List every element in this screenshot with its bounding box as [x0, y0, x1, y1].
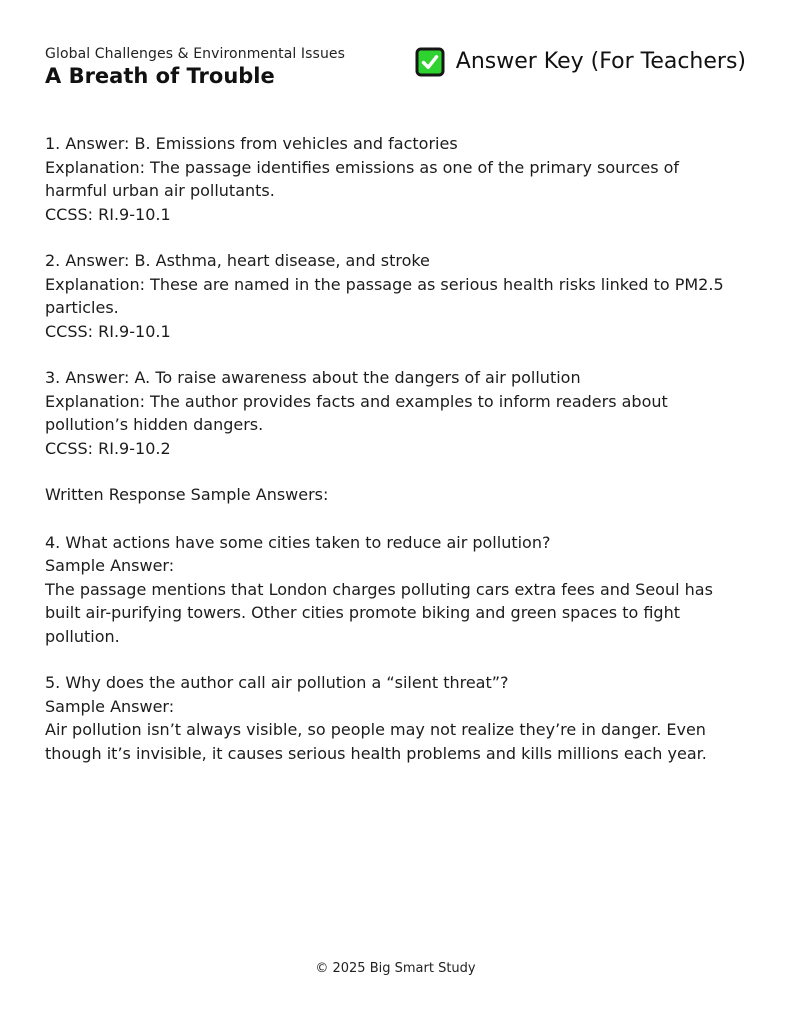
explanation-line: Explanation: These are named in the passage as serious health risks linked to PM2.5 particles.: [45, 274, 724, 317]
question-line: 4. What actions have some cities taken to reduce air pollution?: [45, 532, 551, 552]
header-titles: [45, 46, 345, 89]
ccss-line: CCSS: RI.9-10.1: [45, 321, 171, 341]
question-line: 5. Why does the author call air pollution a “silent threat”?: [45, 673, 509, 692]
explanation-line: Explanation: The passage identifies emissions as one of the primary sources of harmful urban air pollutants.: [45, 157, 680, 200]
header: [45, 46, 746, 89]
answer-line: 2. Answer: B. Asthma, heart disease, and stroke: [45, 251, 430, 270]
written-response-heading: Written Response Sample Answers:: [45, 485, 329, 504]
check-icon-box: [417, 49, 443, 75]
footer: [0, 961, 791, 977]
page-title: A Breath of Trouble: [45, 64, 275, 88]
answers-body: [45, 132, 746, 765]
ccss-line: CCSS: RI.9-10.1: [45, 204, 171, 224]
mc-answer-block-2: [45, 249, 746, 343]
copyright-text: © 2025 Big Smart Study: [315, 961, 476, 976]
sample-answer-label: Sample Answer:: [45, 696, 175, 716]
answer-line: 3. Answer: A. To raise awareness about the dangers of air pollution: [45, 368, 581, 387]
sample-answer-text: Air pollution isn’t always visible, so people may not realize they’re in danger. Even though it’s invisible, it causes serious health problems and kills millions each year.: [45, 720, 707, 763]
mc-answer-block-3: [45, 366, 746, 460]
sample-answer-label: Sample Answer:: [45, 556, 175, 575]
explanation-line: Explanation: The author provides facts and examples to inform readers about pollution’s hidden dangers.: [45, 391, 668, 434]
written-answer-block-4: [45, 531, 746, 649]
answer-key-label: Answer Key (For Teachers): [455, 49, 746, 74]
written-answer-block-5: [45, 671, 746, 765]
unit-kicker: Global Challenges & Environmental Issues: [45, 46, 346, 62]
answer-line: 1. Answer: B. Emissions from vehicles and factories: [45, 134, 458, 153]
answer-key-badge: [415, 47, 746, 77]
check-icon: [415, 47, 445, 77]
sample-answer-text: The passage mentions that London charges polluting cars extra fees and Seoul has built air-purifying towers. Other cities promote biking and green spaces to fight pollution.: [45, 579, 713, 646]
mc-answer-block-1: [45, 132, 746, 226]
ccss-line: CCSS: RI.9-10.2: [45, 438, 171, 458]
